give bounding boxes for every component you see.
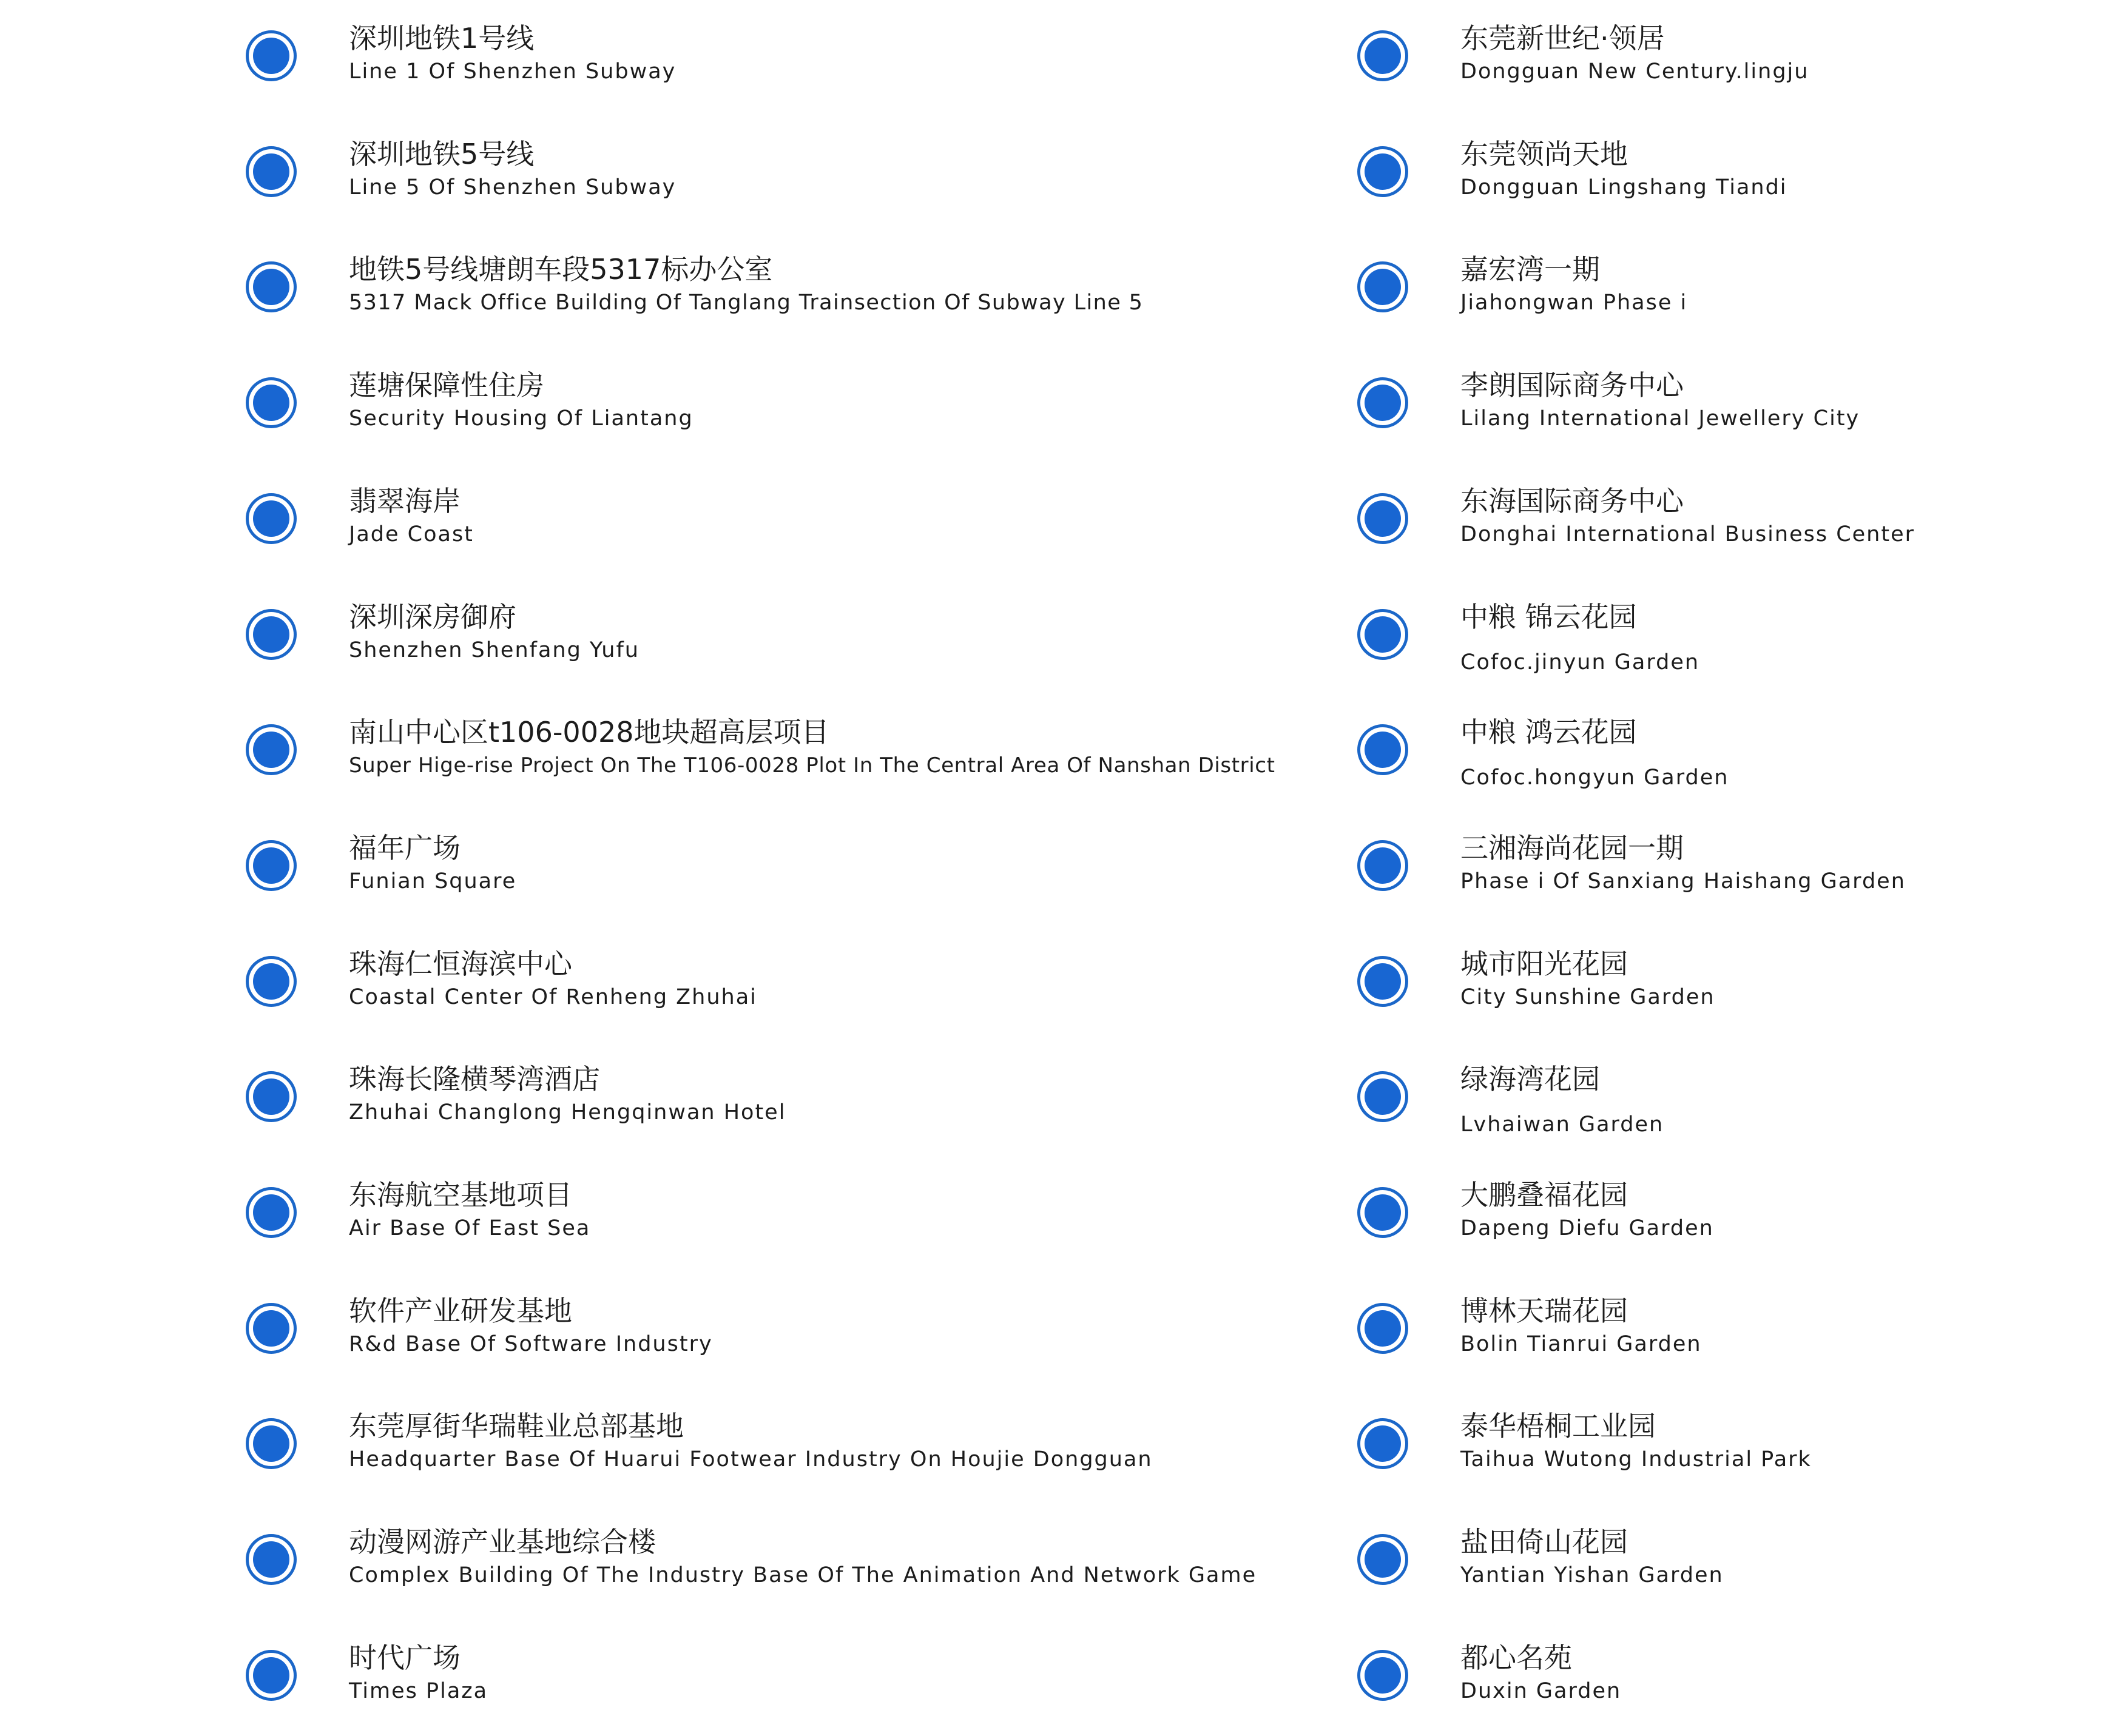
project-name-en: Super Hige-rise Project On The T106-0028 Plot In The Central Area Of Nanshan District (349, 753, 1275, 778)
project-name-en: Coastal Center Of Renheng Zhuhai (349, 985, 757, 1009)
project-name-cn: 都心名苑 (1460, 1641, 1572, 1674)
project-name-en: Jade Coast (349, 522, 474, 547)
circle-bullet-icon (1357, 261, 1408, 312)
project-name-en: Phase i Of Sanxiang Haishang Garden (1460, 869, 1906, 893)
project-name-cn: 泰华梧桐工业园 (1460, 1410, 1656, 1442)
project-name-en: Cofoc.jinyun Garden (1460, 650, 1700, 675)
project-name-cn: 博林天瑞花园 (1460, 1294, 1628, 1327)
list-item (246, 1060, 1022, 1151)
project-name-cn: 珠海仁恒海滨中心 (349, 947, 572, 980)
list-item (1357, 713, 2126, 804)
list-item (1357, 945, 2126, 1036)
circle-bullet-icon (1357, 146, 1408, 197)
circle-bullet-icon (246, 1534, 297, 1585)
project-name-en: Taihua Wutong Industrial Park (1460, 1447, 1812, 1472)
project-name-en: Yantian Yishan Garden (1460, 1563, 1724, 1587)
project-name-en: Jiahongwan Phase i (1460, 291, 1688, 315)
list-item (1357, 1639, 2126, 1730)
list-item (246, 829, 1022, 920)
project-name-cn: 深圳地铁1号线 (349, 22, 535, 55)
project-name-cn: 东莞厚街华瑞鞋业总部基地 (349, 1410, 684, 1442)
circle-bullet-icon (246, 30, 297, 81)
circle-bullet-icon (246, 261, 297, 312)
circle-bullet-icon (1357, 1071, 1408, 1122)
project-name-cn: 中粮 锦云花园 (1460, 601, 1637, 633)
project-name-cn: 南山中心区t106-0028地块超高层项目 (349, 716, 829, 749)
circle-bullet-icon (1357, 609, 1408, 660)
project-name-cn: 东莞新世纪·领居 (1460, 22, 1665, 55)
list-item (1357, 1176, 2126, 1267)
project-name-cn: 莲塘保障性住房 (349, 369, 544, 402)
list-item (246, 135, 1022, 226)
project-name-en: Line 1 Of Shenzhen Subway (349, 59, 677, 84)
project-name-en: Security Housing Of Liantang (349, 406, 693, 431)
circle-bullet-icon (1357, 377, 1408, 428)
project-name-cn: 东海国际商务中心 (1460, 485, 1684, 517)
project-name-cn: 福年广场 (349, 832, 461, 864)
list-item (246, 945, 1022, 1036)
list-item (246, 598, 1022, 689)
project-name-en: 5317 Mack Office Building Of Tanglang Trainsection Of Subway Line 5 (349, 291, 1144, 315)
list-item (246, 482, 1022, 573)
project-name-cn: 软件产业研发基地 (349, 1294, 572, 1327)
circle-bullet-icon (1357, 30, 1408, 81)
list-item (246, 19, 1022, 110)
list-item (246, 1292, 1022, 1383)
list-item (246, 713, 1275, 804)
circle-bullet-icon (246, 146, 297, 197)
list-item (1357, 1407, 2126, 1498)
circle-bullet-icon (1357, 1187, 1408, 1238)
circle-bullet-icon (1357, 956, 1408, 1007)
project-name-cn: 深圳深房御府 (349, 601, 516, 633)
circle-bullet-icon (246, 1418, 297, 1469)
project-name-cn: 深圳地铁5号线 (349, 138, 535, 170)
project-name-en: Duxin Garden (1460, 1679, 1622, 1703)
project-name-en: Dongguan Lingshang Tiandi (1460, 175, 1787, 200)
project-name-en: Times Plaza (349, 1679, 488, 1703)
list-item (246, 366, 1022, 457)
list-item (1357, 482, 2126, 573)
circle-bullet-icon (246, 1187, 297, 1238)
list-item (1357, 19, 2126, 110)
circle-bullet-icon (246, 724, 297, 775)
list-item (1357, 135, 2126, 226)
project-name-en: Air Base Of East Sea (349, 1216, 591, 1240)
list-item (1357, 366, 2126, 457)
project-name-cn: 动漫网游产业基地综合楼 (349, 1526, 656, 1558)
project-name-en: Dapeng Diefu Garden (1460, 1216, 1714, 1240)
project-name-cn: 东海航空基地项目 (349, 1179, 572, 1211)
list-item (246, 1407, 1153, 1498)
project-name-en: R&d Base Of Software Industry (349, 1332, 713, 1356)
project-name-cn: 珠海长隆横琴湾酒店 (349, 1063, 600, 1095)
circle-bullet-icon (246, 1650, 297, 1701)
list-item (246, 1639, 1022, 1730)
circle-bullet-icon (1357, 493, 1408, 544)
project-name-cn: 三湘海尚花园一期 (1460, 832, 1684, 864)
circle-bullet-icon (1357, 1303, 1408, 1354)
project-name-en: Cofoc.hongyun Garden (1460, 765, 1729, 790)
project-name-en: City Sunshine Garden (1460, 985, 1715, 1009)
project-name-cn: 大鹏叠福花园 (1460, 1179, 1628, 1211)
list-item (246, 251, 1144, 341)
list-item (246, 1176, 1022, 1267)
project-name-cn: 翡翠海岸 (349, 485, 461, 517)
circle-bullet-icon (246, 493, 297, 544)
project-name-en: Complex Building Of The Industry Base Of The Animation And Network Game (349, 1563, 1257, 1587)
list-item (246, 1523, 1257, 1614)
project-name-en: Donghai International Business Center (1460, 522, 1915, 547)
circle-bullet-icon (246, 1303, 297, 1354)
project-name-en: Headquarter Base Of Huarui Footwear Industry On Houjie Dongguan (349, 1447, 1153, 1472)
circle-bullet-icon (246, 1071, 297, 1122)
project-name-en: Dongguan New Century.lingju (1460, 59, 1809, 84)
project-name-en: Zhuhai Changlong Hengqinwan Hotel (349, 1100, 786, 1125)
circle-bullet-icon (1357, 724, 1408, 775)
project-name-en: Bolin Tianrui Garden (1460, 1332, 1702, 1356)
project-name-cn: 城市阳光花园 (1460, 947, 1628, 980)
circle-bullet-icon (1357, 1650, 1408, 1701)
project-name-cn: 东莞领尚天地 (1460, 138, 1628, 170)
circle-bullet-icon (246, 609, 297, 660)
list-item (1357, 1523, 2126, 1614)
project-name-en: Shenzhen Shenfang Yufu (349, 638, 639, 662)
circle-bullet-icon (1357, 1418, 1408, 1469)
project-name-cn: 李朗国际商务中心 (1460, 369, 1684, 402)
project-name-cn: 盐田倚山花园 (1460, 1526, 1628, 1558)
list-item (1357, 829, 2126, 920)
circle-bullet-icon (246, 956, 297, 1007)
circle-bullet-icon (246, 840, 297, 891)
project-name-cn: 中粮 鸿云花园 (1460, 716, 1637, 749)
project-name-en: Lilang International Jewellery City (1460, 406, 1860, 431)
project-name-cn: 绿海湾花园 (1460, 1063, 1600, 1095)
circle-bullet-icon (1357, 1534, 1408, 1585)
circle-bullet-icon (1357, 840, 1408, 891)
project-name-en: Lvhaiwan Garden (1460, 1112, 1664, 1137)
list-item (1357, 1292, 2126, 1383)
project-name-en: Funian Square (349, 869, 517, 893)
list-item (1357, 251, 2126, 341)
circle-bullet-icon (246, 377, 297, 428)
list-item (1357, 1060, 2126, 1151)
project-name-cn: 时代广场 (349, 1641, 461, 1674)
project-name-cn: 地铁5号线塘朗车段5317标办公室 (349, 253, 773, 286)
list-item (1357, 598, 2126, 689)
project-name-en: Line 5 Of Shenzhen Subway (349, 175, 677, 200)
project-name-cn: 嘉宏湾一期 (1460, 253, 1600, 286)
